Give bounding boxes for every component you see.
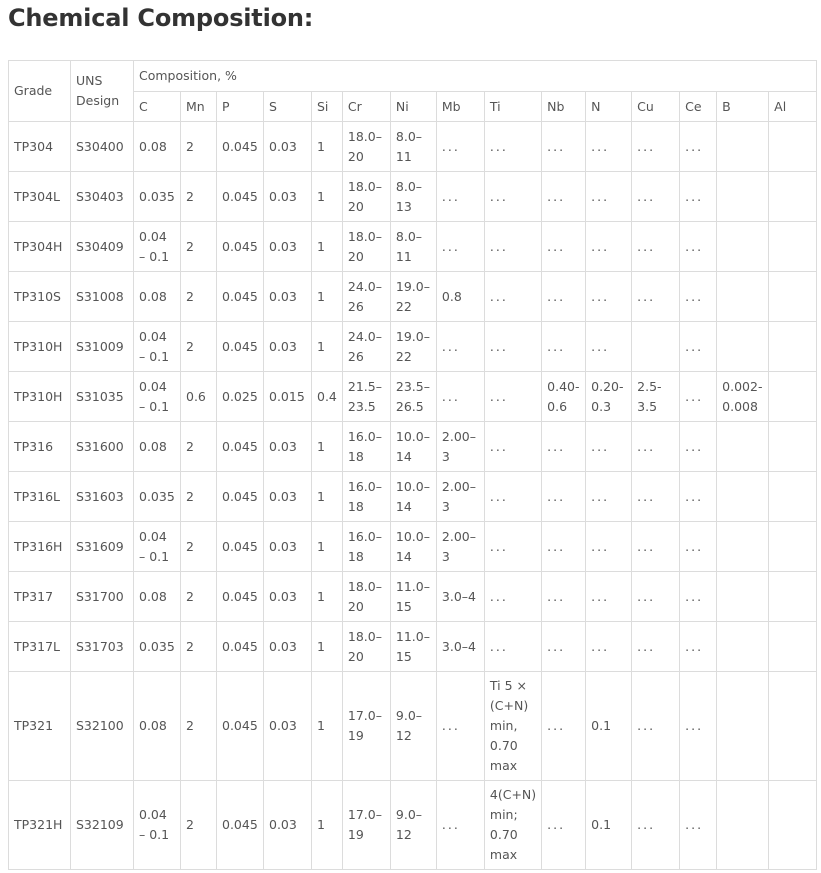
page-title: Chemical Composition: (8, 4, 314, 32)
composition-cell: 2.00–3 (436, 422, 484, 472)
composition-cell (769, 572, 817, 622)
composition-cell: 0.04 – 0.1 (134, 222, 181, 272)
composition-cell: ... (680, 272, 717, 322)
composition-cell: ... (586, 472, 632, 522)
composition-cell: ... (484, 272, 541, 322)
composition-cell: ... (586, 172, 632, 222)
grade-cell: TP321 (9, 672, 71, 781)
composition-cell (717, 422, 769, 472)
composition-cell: 0.025 (217, 372, 264, 422)
composition-cell: ... (436, 781, 484, 870)
uns-cell: S31609 (71, 522, 134, 572)
composition-cell: 1 (312, 472, 343, 522)
composition-cell: 8.0–13 (390, 172, 436, 222)
uns-cell: S31008 (71, 272, 134, 322)
composition-cell (717, 172, 769, 222)
composition-cell (717, 222, 769, 272)
composition-cell: ... (632, 472, 680, 522)
composition-cell: 11.0–15 (390, 572, 436, 622)
composition-cell: 2 (181, 122, 217, 172)
grade-cell: TP321H (9, 781, 71, 870)
composition-cell: 18.0–20 (342, 122, 390, 172)
grade-cell: TP310H (9, 372, 71, 422)
composition-cell: 0.03 (264, 422, 312, 472)
composition-cell: ... (632, 572, 680, 622)
table-row (9, 472, 817, 522)
composition-cell: 0.03 (264, 522, 312, 572)
composition-cell: ... (484, 472, 541, 522)
composition-cell: ... (586, 122, 632, 172)
composition-cell: 2 (181, 781, 217, 870)
table-row (9, 622, 817, 672)
composition-cell: 18.0–20 (342, 572, 390, 622)
composition-cell: 1 (312, 672, 343, 781)
composition-cell: 1 (312, 781, 343, 870)
header-element: Mb (436, 92, 484, 122)
table-row (9, 422, 817, 472)
composition-cell: 1 (312, 422, 343, 472)
composition-cell: ... (542, 272, 586, 322)
header-element: Si (312, 92, 343, 122)
composition-cell (717, 572, 769, 622)
composition-cell: ... (542, 781, 586, 870)
header-element: Ni (390, 92, 436, 122)
composition-cell: 23.5–26.5 (390, 372, 436, 422)
composition-cell: 0.08 (134, 422, 181, 472)
composition-cell: 0.20-0.3 (586, 372, 632, 422)
composition-cell: ... (632, 781, 680, 870)
header-grade: Grade (9, 61, 71, 122)
composition-cell: 0.03 (264, 572, 312, 622)
composition-cell: ... (542, 622, 586, 672)
composition-cell: 2 (181, 272, 217, 322)
composition-cell: ... (680, 522, 717, 572)
table-row (9, 122, 817, 172)
composition-cell (717, 622, 769, 672)
composition-cell: ... (542, 322, 586, 372)
composition-cell: ... (586, 322, 632, 372)
composition-cell: ... (680, 372, 717, 422)
composition-cell (769, 322, 817, 372)
composition-cell: 2 (181, 422, 217, 472)
composition-cell: 0.6 (181, 372, 217, 422)
composition-cell: ... (436, 222, 484, 272)
composition-cell (717, 322, 769, 372)
composition-cell: 1 (312, 622, 343, 672)
composition-cell: 0.03 (264, 122, 312, 172)
composition-cell: 0.045 (217, 472, 264, 522)
grade-cell: TP316L (9, 472, 71, 522)
composition-cell: 0.08 (134, 572, 181, 622)
composition-cell: 1 (312, 122, 343, 172)
uns-cell: S32109 (71, 781, 134, 870)
composition-cell: 0.08 (134, 272, 181, 322)
composition-cell (769, 781, 817, 870)
composition-cell: ... (632, 622, 680, 672)
composition-cell: ... (484, 372, 541, 422)
composition-cell: 2.5-3.5 (632, 372, 680, 422)
composition-cell: 0.04 – 0.1 (134, 372, 181, 422)
table-row (9, 172, 817, 222)
composition-cell: 0.8 (436, 272, 484, 322)
composition-cell: 0.03 (264, 472, 312, 522)
composition-cell: ... (484, 172, 541, 222)
grade-cell: TP310S (9, 272, 71, 322)
composition-cell: 0.4 (312, 372, 343, 422)
composition-cell: 2 (181, 222, 217, 272)
composition-cell: 2.00–3 (436, 522, 484, 572)
composition-cell: 0.045 (217, 172, 264, 222)
composition-cell: 10.0–14 (390, 422, 436, 472)
grade-cell: TP317L (9, 622, 71, 672)
composition-cell (769, 372, 817, 422)
grade-cell: TP316 (9, 422, 71, 472)
header-element: Cr (342, 92, 390, 122)
composition-cell: ... (542, 122, 586, 172)
grade-cell: TP310H (9, 322, 71, 372)
composition-cell: 0.045 (217, 522, 264, 572)
composition-cell: 3.0–4 (436, 572, 484, 622)
composition-cell: ... (484, 522, 541, 572)
chemical-composition-table (8, 60, 817, 870)
composition-cell: ... (542, 522, 586, 572)
composition-cell: ... (680, 622, 717, 672)
uns-cell: S31600 (71, 422, 134, 472)
table-body (9, 122, 817, 870)
composition-cell: 0.04 – 0.1 (134, 522, 181, 572)
composition-cell: 0.08 (134, 122, 181, 172)
composition-cell: 0.045 (217, 122, 264, 172)
composition-cell: ... (632, 122, 680, 172)
grade-cell: TP304H (9, 222, 71, 272)
composition-cell: 16.0–18 (342, 472, 390, 522)
uns-cell: S31009 (71, 322, 134, 372)
header-element: Ti (484, 92, 541, 122)
composition-cell: ... (680, 781, 717, 870)
composition-cell (769, 122, 817, 172)
composition-cell: ... (680, 422, 717, 472)
composition-cell: 10.0–14 (390, 472, 436, 522)
composition-cell (769, 172, 817, 222)
composition-cell: ... (680, 472, 717, 522)
composition-cell: ... (680, 672, 717, 781)
composition-cell: 18.0–20 (342, 622, 390, 672)
composition-cell: 0.08 (134, 672, 181, 781)
composition-cell: ... (484, 422, 541, 472)
composition-cell (769, 272, 817, 322)
composition-cell: 19.0–22 (390, 272, 436, 322)
composition-cell (717, 122, 769, 172)
composition-cell: ... (542, 672, 586, 781)
composition-cell: ... (680, 572, 717, 622)
composition-cell: 21.5–23.5 (342, 372, 390, 422)
composition-cell: 0.03 (264, 322, 312, 372)
composition-cell: 9.0–12 (390, 781, 436, 870)
composition-cell: ... (586, 222, 632, 272)
composition-cell: ... (484, 622, 541, 672)
uns-cell: S30403 (71, 172, 134, 222)
header-element: Ce (680, 92, 717, 122)
composition-cell: 0.045 (217, 272, 264, 322)
composition-cell: 2 (181, 322, 217, 372)
composition-cell (769, 622, 817, 672)
grade-cell: TP316H (9, 522, 71, 572)
composition-cell: ... (586, 422, 632, 472)
composition-cell: 0.002-0.008 (717, 372, 769, 422)
table-row (9, 672, 817, 781)
composition-cell: ... (436, 672, 484, 781)
composition-cell: 0.045 (217, 572, 264, 622)
composition-cell: 1 (312, 272, 343, 322)
composition-cell: 0.03 (264, 272, 312, 322)
composition-cell: 17.0–19 (342, 781, 390, 870)
composition-cell: ... (484, 322, 541, 372)
table-row (9, 222, 817, 272)
composition-cell: 16.0–18 (342, 522, 390, 572)
composition-cell: ... (436, 122, 484, 172)
composition-cell: 11.0–15 (390, 622, 436, 672)
composition-cell: 0.035 (134, 172, 181, 222)
composition-cell: 1 (312, 222, 343, 272)
header-element: C (134, 92, 181, 122)
composition-cell: 0.03 (264, 172, 312, 222)
composition-cell: 18.0–20 (342, 172, 390, 222)
composition-cell: 2 (181, 622, 217, 672)
composition-cell (717, 781, 769, 870)
header-uns-design: UNS Design (71, 61, 134, 122)
composition-cell: 3.0–4 (436, 622, 484, 672)
composition-cell: 8.0–11 (390, 122, 436, 172)
composition-cell (632, 322, 680, 372)
composition-cell: 9.0–12 (390, 672, 436, 781)
composition-cell: ... (436, 372, 484, 422)
composition-cell: 0.045 (217, 622, 264, 672)
table-row (9, 372, 817, 422)
composition-cell: ... (542, 422, 586, 472)
composition-cell: 0.015 (264, 372, 312, 422)
header-element: Al (769, 92, 817, 122)
header-element: Nb (542, 92, 586, 122)
composition-cell (769, 222, 817, 272)
composition-cell: ... (436, 172, 484, 222)
table-row (9, 572, 817, 622)
composition-cell (769, 472, 817, 522)
composition-cell (717, 672, 769, 781)
composition-cell: 2.00–3 (436, 472, 484, 522)
composition-cell: ... (542, 572, 586, 622)
composition-cell: ... (542, 472, 586, 522)
composition-cell: 0.045 (217, 222, 264, 272)
composition-cell: 18.0–20 (342, 222, 390, 272)
composition-cell (717, 272, 769, 322)
composition-cell: ... (484, 122, 541, 172)
header-element: Cu (632, 92, 680, 122)
composition-cell: 0.1 (586, 781, 632, 870)
table-row (9, 781, 817, 870)
composition-cell (769, 422, 817, 472)
composition-cell: ... (632, 672, 680, 781)
uns-cell: S32100 (71, 672, 134, 781)
composition-cell: 24.0–26 (342, 272, 390, 322)
composition-cell: 0.045 (217, 672, 264, 781)
grade-cell: TP317 (9, 572, 71, 622)
composition-cell: 1 (312, 322, 343, 372)
table-row (9, 272, 817, 322)
composition-cell: 1 (312, 172, 343, 222)
composition-cell: 2 (181, 472, 217, 522)
uns-cell: S31603 (71, 472, 134, 522)
composition-cell: ... (632, 272, 680, 322)
composition-cell (769, 672, 817, 781)
composition-cell: ... (586, 622, 632, 672)
composition-cell: 2 (181, 522, 217, 572)
composition-cell: 0.045 (217, 422, 264, 472)
composition-cell: 2 (181, 572, 217, 622)
composition-cell: 1 (312, 522, 343, 572)
composition-cell: 1 (312, 572, 343, 622)
composition-cell: ... (680, 122, 717, 172)
composition-cell: ... (680, 322, 717, 372)
composition-cell: ... (680, 222, 717, 272)
uns-cell: S31703 (71, 622, 134, 672)
composition-cell: 0.03 (264, 781, 312, 870)
composition-cell: ... (542, 222, 586, 272)
table-row (9, 322, 817, 372)
composition-cell: 0.04 – 0.1 (134, 781, 181, 870)
composition-cell: 19.0–22 (390, 322, 436, 372)
composition-cell: 17.0–19 (342, 672, 390, 781)
composition-cell: 8.0–11 (390, 222, 436, 272)
composition-cell: ... (484, 572, 541, 622)
composition-cell: 0.045 (217, 781, 264, 870)
uns-cell: S31700 (71, 572, 134, 622)
uns-cell: S30400 (71, 122, 134, 172)
table-row (9, 522, 817, 572)
composition-cell: ... (586, 272, 632, 322)
composition-cell: 2 (181, 672, 217, 781)
header-element: Mn (181, 92, 217, 122)
composition-cell (769, 522, 817, 572)
composition-cell (717, 522, 769, 572)
composition-cell: 0.035 (134, 472, 181, 522)
composition-cell: 0.03 (264, 672, 312, 781)
composition-cell: ... (632, 422, 680, 472)
composition-cell: ... (632, 522, 680, 572)
header-composition: Composition, % (134, 61, 817, 92)
composition-cell: ... (632, 172, 680, 222)
composition-cell: 4(C+N) min; 0.70 max (484, 781, 541, 870)
composition-cell: ... (484, 222, 541, 272)
header-element: S (264, 92, 312, 122)
composition-cell: 24.0–26 (342, 322, 390, 372)
composition-cell: 0.1 (586, 672, 632, 781)
composition-cell: 0.04 – 0.1 (134, 322, 181, 372)
composition-cell: 0.03 (264, 222, 312, 272)
composition-cell: 16.0–18 (342, 422, 390, 472)
uns-cell: S30409 (71, 222, 134, 272)
header-element: B (717, 92, 769, 122)
composition-cell: ... (436, 322, 484, 372)
composition-cell: ... (680, 172, 717, 222)
composition-cell (717, 472, 769, 522)
grade-cell: TP304L (9, 172, 71, 222)
composition-cell: 10.0–14 (390, 522, 436, 572)
composition-cell: 0.035 (134, 622, 181, 672)
header-element: N (586, 92, 632, 122)
composition-cell: 0.03 (264, 622, 312, 672)
header-element: P (217, 92, 264, 122)
composition-cell: 0.045 (217, 322, 264, 372)
composition-cell: 2 (181, 172, 217, 222)
composition-cell: 0.40-0.6 (542, 372, 586, 422)
grade-cell: TP304 (9, 122, 71, 172)
composition-cell: ... (542, 172, 586, 222)
uns-cell: S31035 (71, 372, 134, 422)
composition-cell: ... (586, 572, 632, 622)
composition-cell: ... (632, 222, 680, 272)
header-row-top (9, 61, 817, 92)
composition-cell: Ti 5 × (C+N) min, 0.70 max (484, 672, 541, 781)
composition-cell: ... (586, 522, 632, 572)
